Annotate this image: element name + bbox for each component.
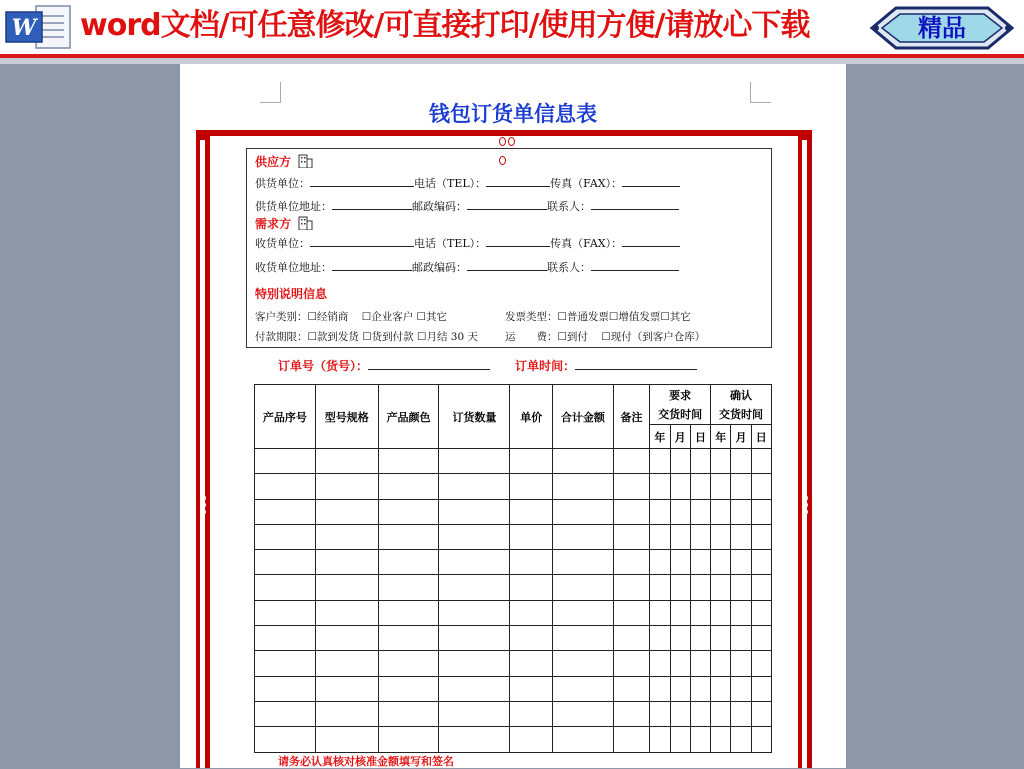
- table-cell[interactable]: [552, 626, 613, 651]
- table-cell[interactable]: [731, 499, 751, 524]
- table-cell[interactable]: [613, 550, 649, 575]
- order-time-label: 订单时间：: [515, 359, 576, 373]
- table-row: [255, 524, 772, 549]
- table-cell[interactable]: [510, 626, 553, 651]
- supplier-postcode-label: 邮政编码：: [412, 200, 467, 213]
- table-cell[interactable]: [315, 651, 378, 676]
- buyer-address-field[interactable]: [332, 260, 412, 271]
- table-cell[interactable]: [670, 575, 690, 600]
- header-product-no: 产品序号: [255, 385, 316, 449]
- table-cell[interactable]: [650, 550, 670, 575]
- table-cell[interactable]: [670, 600, 690, 625]
- footer-note: 请务必认真核对核准金额填写和签名: [278, 755, 454, 768]
- table-cell[interactable]: [613, 651, 649, 676]
- table-cell[interactable]: [690, 499, 710, 524]
- table-cell[interactable]: [552, 727, 613, 752]
- table-cell[interactable]: [510, 449, 553, 474]
- order-time-field[interactable]: [575, 359, 697, 370]
- table-cell[interactable]: [439, 550, 510, 575]
- customer-dealer-checkbox[interactable]: ☐经销商: [307, 311, 349, 323]
- table-row: [255, 449, 772, 474]
- word-document-icon: [2, 4, 78, 50]
- table-cell[interactable]: [378, 676, 439, 701]
- table-cell[interactable]: [711, 701, 731, 726]
- document-page: [180, 64, 846, 768]
- table-cell[interactable]: [670, 449, 690, 474]
- supplier-postcode-field[interactable]: [467, 199, 547, 210]
- table-cell[interactable]: [378, 727, 439, 752]
- table-cell[interactable]: [315, 474, 378, 499]
- table-cell[interactable]: [731, 676, 751, 701]
- table-cell[interactable]: [731, 575, 751, 600]
- table-cell[interactable]: [613, 701, 649, 726]
- table-cell[interactable]: [690, 701, 710, 726]
- table-cell[interactable]: [255, 676, 316, 701]
- order-line: [278, 357, 697, 374]
- header-required-time-1: 要求: [650, 385, 711, 405]
- buyer-contact-label: 联系人：: [547, 261, 591, 274]
- table-cell[interactable]: [439, 727, 510, 752]
- table-cell[interactable]: [711, 575, 731, 600]
- supplier-contact-field[interactable]: [591, 199, 679, 210]
- table-cell[interactable]: [255, 701, 316, 726]
- header-confirm-time-1: 确认: [711, 385, 772, 405]
- order-number-field[interactable]: [368, 359, 490, 370]
- table-cell[interactable]: [650, 727, 670, 752]
- header-quantity: 订货数量: [439, 385, 510, 449]
- table-cell[interactable]: [255, 651, 316, 676]
- table-cell[interactable]: [315, 550, 378, 575]
- svg-text:W: W: [11, 15, 37, 41]
- supplier-section-label: 供应方: [255, 155, 292, 169]
- table-cell[interactable]: [711, 676, 731, 701]
- header-month: 月: [670, 425, 690, 449]
- table-cell[interactable]: [731, 600, 751, 625]
- table-cell[interactable]: [255, 626, 316, 651]
- table-cell[interactable]: [711, 449, 731, 474]
- table-row: [255, 575, 772, 600]
- header-unit-price: 单价: [510, 385, 553, 449]
- table-cell[interactable]: [378, 524, 439, 549]
- supplier-contact-label: 联系人：: [547, 200, 591, 213]
- table-cell[interactable]: [731, 701, 751, 726]
- table-cell[interactable]: [613, 524, 649, 549]
- table-cell[interactable]: [255, 727, 316, 752]
- table-cell[interactable]: [552, 474, 613, 499]
- table-cell[interactable]: [315, 449, 378, 474]
- table-cell[interactable]: [711, 524, 731, 549]
- header-month: 月: [731, 425, 751, 449]
- table-cell[interactable]: [690, 474, 710, 499]
- table-cell[interactable]: [510, 550, 553, 575]
- table-cell[interactable]: [751, 600, 771, 625]
- table-cell[interactable]: [255, 474, 316, 499]
- supplier-tel-field[interactable]: [486, 176, 550, 187]
- header-confirm-time-2: 交货时间: [711, 405, 772, 425]
- table-cell[interactable]: [731, 524, 751, 549]
- customer-type-label: 客户类别：: [255, 311, 308, 323]
- premium-badge: [866, 4, 1018, 52]
- table-cell[interactable]: [670, 474, 690, 499]
- table-cell[interactable]: [378, 600, 439, 625]
- table-cell[interactable]: [552, 499, 613, 524]
- freight-prepaid-checkbox[interactable]: ☐现付（到客户仓库）: [601, 331, 706, 343]
- supplier-fax-field[interactable]: [622, 176, 680, 187]
- invoice-type-label: 发票类型：: [505, 311, 558, 323]
- header-day: 日: [690, 425, 710, 449]
- table-row: [255, 626, 772, 651]
- header-required-time-2: 交货时间: [650, 405, 711, 425]
- table-cell[interactable]: [650, 524, 670, 549]
- table-cell[interactable]: [510, 600, 553, 625]
- table-cell[interactable]: [439, 474, 510, 499]
- table-cell[interactable]: [650, 499, 670, 524]
- table-cell[interactable]: [613, 600, 649, 625]
- table-cell[interactable]: [731, 449, 751, 474]
- table-cell[interactable]: [751, 727, 771, 752]
- supplier-unit-field[interactable]: [310, 176, 414, 187]
- table-cell[interactable]: [552, 600, 613, 625]
- red-frame-right: [798, 130, 812, 768]
- table-cell[interactable]: [731, 474, 751, 499]
- table-cell[interactable]: [510, 651, 553, 676]
- supplier-address-label: 供货单位地址：: [255, 200, 332, 213]
- table-cell[interactable]: [255, 524, 316, 549]
- table-cell[interactable]: [613, 449, 649, 474]
- invoice-vat-checkbox[interactable]: ☐增值发票: [608, 311, 661, 323]
- table-cell[interactable]: [711, 626, 731, 651]
- payment-cod-checkbox[interactable]: ☐货到付款: [362, 331, 414, 343]
- table-cell[interactable]: [510, 701, 553, 726]
- badge-label: 精品: [918, 14, 966, 42]
- table-cell[interactable]: [751, 449, 771, 474]
- frame-dots-top: [498, 131, 522, 139]
- frame-dots-right: [802, 494, 810, 520]
- buyer-postcode-label: 邮政编码：: [412, 261, 467, 274]
- table-cell[interactable]: [731, 727, 751, 752]
- table-cell[interactable]: [751, 575, 771, 600]
- red-frame-left: [196, 130, 210, 768]
- freight-collect-checkbox[interactable]: ☐到付: [557, 331, 588, 343]
- table-cell[interactable]: [670, 651, 690, 676]
- table-cell[interactable]: [552, 449, 613, 474]
- table-cell[interactable]: [613, 575, 649, 600]
- table-cell[interactable]: [378, 651, 439, 676]
- table-cell[interactable]: [613, 499, 649, 524]
- table-cell[interactable]: [690, 626, 710, 651]
- buyer-fax-label: 传真（FAX）：: [550, 237, 623, 250]
- table-row: [255, 600, 772, 625]
- buyer-tel-label: 电话（TEL）：: [414, 237, 487, 250]
- table-cell[interactable]: [670, 524, 690, 549]
- buyer-section-label: 需求方: [255, 217, 292, 231]
- table-cell[interactable]: [650, 676, 670, 701]
- table-cell[interactable]: [315, 727, 378, 752]
- table-row: [255, 701, 772, 726]
- table-cell[interactable]: [650, 651, 670, 676]
- buyer-address-label: 收货单位地址：: [255, 261, 332, 274]
- table-cell[interactable]: [510, 575, 553, 600]
- info-box: [246, 148, 772, 348]
- table-cell[interactable]: [650, 626, 670, 651]
- supplier-fax-label: 传真（FAX）：: [550, 177, 623, 190]
- table-cell[interactable]: [751, 701, 771, 726]
- table-cell[interactable]: [711, 727, 731, 752]
- table-cell[interactable]: [670, 626, 690, 651]
- table-cell[interactable]: [690, 524, 710, 549]
- table-cell[interactable]: [650, 600, 670, 625]
- table-cell[interactable]: [711, 499, 731, 524]
- special-section-label: 特别说明信息: [255, 287, 328, 301]
- table-cell[interactable]: [439, 575, 510, 600]
- table-cell[interactable]: [751, 499, 771, 524]
- table-cell[interactable]: [439, 651, 510, 676]
- buyer-fax-field[interactable]: [622, 236, 680, 247]
- table-cell[interactable]: [315, 575, 378, 600]
- header-total: 合计金额: [552, 385, 613, 449]
- table-body: [255, 449, 772, 753]
- order-number-label: 订单号（货号）：: [278, 359, 369, 373]
- table-cell[interactable]: [650, 701, 670, 726]
- table-cell[interactable]: [255, 449, 316, 474]
- table-cell[interactable]: [751, 651, 771, 676]
- table-row: [255, 550, 772, 575]
- table-cell[interactable]: [378, 626, 439, 651]
- table-cell[interactable]: [751, 626, 771, 651]
- table-row: [255, 727, 772, 752]
- table-cell[interactable]: [650, 474, 670, 499]
- table-cell[interactable]: [670, 499, 690, 524]
- table-cell[interactable]: [613, 676, 649, 701]
- table-cell[interactable]: [315, 524, 378, 549]
- table-cell[interactable]: [751, 550, 771, 575]
- payment-prepaid-checkbox[interactable]: ☐款到发货: [307, 331, 359, 343]
- order-table: [254, 384, 772, 753]
- invoice-normal-checkbox[interactable]: ☐普通发票: [557, 311, 609, 323]
- table-cell[interactable]: [552, 524, 613, 549]
- buyer-unit-field[interactable]: [310, 236, 414, 247]
- table-cell[interactable]: [510, 474, 553, 499]
- table-row: [255, 474, 772, 499]
- table-cell[interactable]: [378, 474, 439, 499]
- customer-enterprise-checkbox[interactable]: ☐企业客户: [361, 311, 414, 323]
- table-row: [255, 676, 772, 701]
- payment-monthly-checkbox[interactable]: ☐月结 30 天: [417, 331, 478, 343]
- table-cell[interactable]: [711, 474, 731, 499]
- table-cell[interactable]: [711, 651, 731, 676]
- table-cell[interactable]: [670, 701, 690, 726]
- table-cell[interactable]: [731, 626, 751, 651]
- freight-label: 运 费：: [505, 331, 558, 343]
- table-cell[interactable]: [711, 550, 731, 575]
- building-icon: [297, 216, 313, 230]
- table-cell[interactable]: [255, 600, 316, 625]
- header-remarks: 备注: [613, 385, 649, 449]
- table-cell[interactable]: [670, 676, 690, 701]
- payment-term-label: 付款期限：: [255, 331, 308, 343]
- table-cell[interactable]: [670, 727, 690, 752]
- table-cell[interactable]: [439, 626, 510, 651]
- table-cell[interactable]: [315, 626, 378, 651]
- invoice-other-checkbox[interactable]: ☐其它: [660, 311, 691, 323]
- table-cell[interactable]: [731, 651, 751, 676]
- banner-text: word文档/可任意修改/可直接打印/使用方便/请放心下载: [80, 8, 810, 43]
- table-cell[interactable]: [315, 600, 378, 625]
- table-cell[interactable]: [510, 499, 553, 524]
- table-cell[interactable]: [552, 701, 613, 726]
- table-cell[interactable]: [751, 524, 771, 549]
- table-cell[interactable]: [751, 676, 771, 701]
- table-cell[interactable]: [552, 550, 613, 575]
- table-cell[interactable]: [315, 499, 378, 524]
- document-title: 钱包订货单信息表: [429, 101, 597, 126]
- table-cell[interactable]: [690, 651, 710, 676]
- table-cell[interactable]: [378, 701, 439, 726]
- table-cell[interactable]: [378, 575, 439, 600]
- table-row: [255, 499, 772, 524]
- table-cell[interactable]: [378, 449, 439, 474]
- table-cell[interactable]: [510, 676, 553, 701]
- customer-other-checkbox[interactable]: ☐其它: [416, 311, 447, 323]
- table-cell[interactable]: [378, 550, 439, 575]
- frame-dots-left: [200, 494, 208, 520]
- table-cell[interactable]: [378, 499, 439, 524]
- table-cell[interactable]: [315, 701, 378, 726]
- table-cell[interactable]: [510, 727, 553, 752]
- table-cell[interactable]: [613, 474, 649, 499]
- table-cell[interactable]: [255, 575, 316, 600]
- buyer-contact-field[interactable]: [591, 260, 679, 271]
- table-cell[interactable]: [690, 550, 710, 575]
- header-model: 型号规格: [315, 385, 378, 449]
- table-cell[interactable]: [690, 575, 710, 600]
- buyer-tel-field[interactable]: [486, 236, 550, 247]
- table-cell[interactable]: [439, 676, 510, 701]
- table-cell[interactable]: [439, 524, 510, 549]
- table-cell[interactable]: [670, 550, 690, 575]
- table-cell[interactable]: [255, 550, 316, 575]
- supplier-address-field[interactable]: [332, 199, 412, 210]
- table-cell[interactable]: [439, 499, 510, 524]
- table-cell[interactable]: [650, 449, 670, 474]
- table-cell[interactable]: [690, 676, 710, 701]
- header-year: 年: [650, 425, 670, 449]
- supplier-unit-label: 供货单位：: [255, 177, 310, 190]
- supplier-tel-label: 电话（TEL）：: [414, 177, 487, 190]
- top-banner: [0, 0, 1024, 58]
- table-cell[interactable]: [315, 676, 378, 701]
- buyer-unit-label: 收货单位：: [255, 237, 310, 250]
- table-cell[interactable]: [613, 626, 649, 651]
- table-cell[interactable]: [552, 676, 613, 701]
- buyer-postcode-field[interactable]: [467, 260, 547, 271]
- table-row: [255, 651, 772, 676]
- table-cell[interactable]: [751, 474, 771, 499]
- table-cell[interactable]: [650, 575, 670, 600]
- table-cell[interactable]: [613, 727, 649, 752]
- header-color: 产品颜色: [378, 385, 439, 449]
- table-cell[interactable]: [690, 727, 710, 752]
- table-cell[interactable]: [711, 600, 731, 625]
- table-cell[interactable]: [439, 701, 510, 726]
- table-cell[interactable]: [552, 575, 613, 600]
- table-cell[interactable]: [510, 524, 553, 549]
- table-cell[interactable]: [439, 449, 510, 474]
- table-cell[interactable]: [255, 499, 316, 524]
- header-year: 年: [711, 425, 731, 449]
- table-cell[interactable]: [690, 449, 710, 474]
- building-icon: [297, 154, 313, 168]
- table-cell[interactable]: [690, 600, 710, 625]
- header-day: 日: [751, 425, 771, 449]
- table-cell[interactable]: [731, 550, 751, 575]
- table-cell[interactable]: [552, 651, 613, 676]
- table-cell[interactable]: [439, 600, 510, 625]
